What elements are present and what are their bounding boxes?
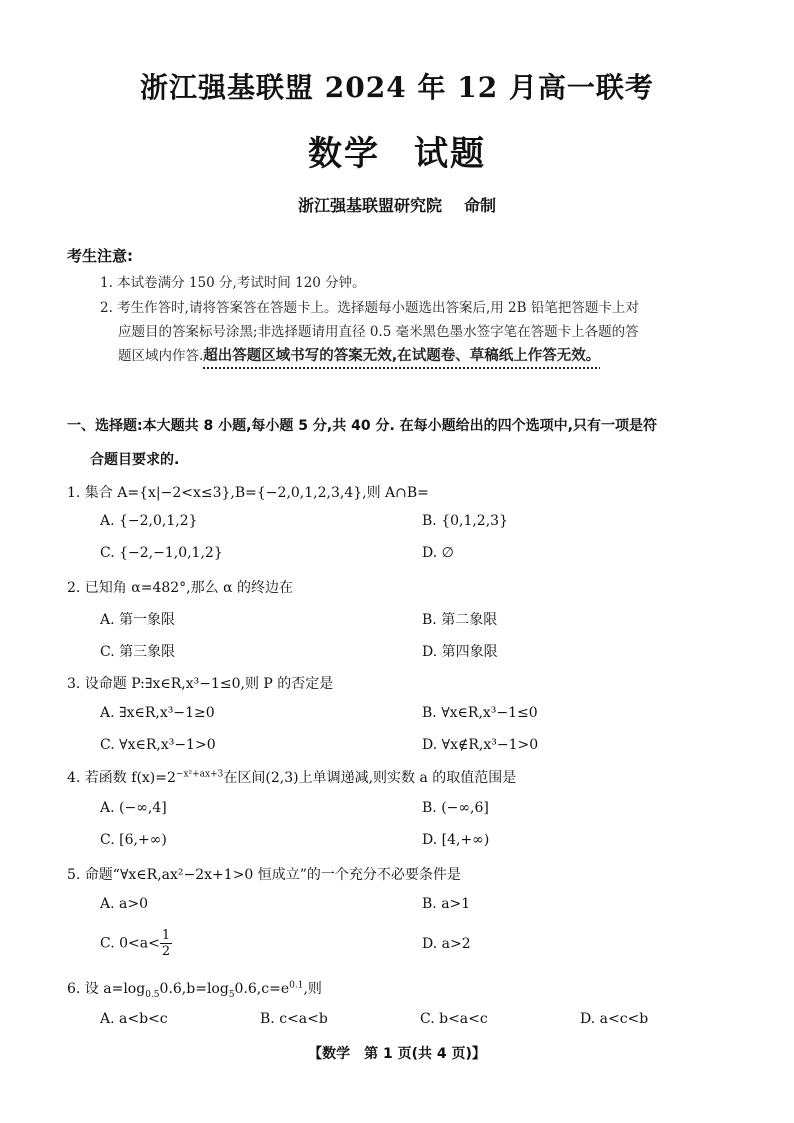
fraction-numerator: 1 — [161, 928, 171, 943]
notice-heading: 考生注意: — [67, 247, 133, 265]
question-1-option-d: D. ∅ — [422, 545, 454, 561]
fraction — [160, 928, 172, 959]
question-1-stem: 1. 集合 A={x|−2<x≤3},B={−2,0,1,2,3,4},则 A∩B= — [67, 485, 429, 501]
question-6-stem-part-1: 6. 设 a=log — [67, 981, 146, 997]
notice-item-1: 1. 本试卷满分 150 分,考试时间 120 分钟。 — [100, 275, 366, 291]
author-suffix: 命制 — [464, 196, 497, 215]
notice-item-2-prefix: 题区域内作答. — [118, 348, 204, 364]
question-6-stem-part-3: 0.6,c=e — [234, 981, 290, 997]
question-5-option-a: A. a>0 — [100, 896, 148, 912]
author-line — [0, 193, 794, 216]
question-4-option-d: D. [4,+∞) — [422, 832, 490, 848]
question-6-stem — [67, 978, 322, 1000]
log-base-2: 5 — [228, 989, 235, 1000]
question-5-option-c — [100, 928, 172, 959]
subject-suffix: 试题 — [414, 134, 486, 174]
question-4-exponent: −x²+ax+3 — [175, 769, 224, 780]
log-base-1: 0.5 — [145, 989, 160, 1000]
question-3-option-b: B. ∀x∈R,x³−1≤0 — [422, 705, 538, 721]
question-1-option-b: B. {0,1,2,3} — [422, 513, 508, 529]
subject-name: 数学 — [308, 134, 380, 174]
question-5-option-c-text: C. 0<a< — [100, 935, 160, 952]
question-6-stem-part-2: 0.6,b=log — [159, 981, 229, 997]
section-heading-line-2: 合题目要求的. — [90, 452, 180, 468]
exponent: 0.1 — [289, 980, 304, 991]
author-name: 浙江强基联盟研究院 — [297, 196, 442, 215]
question-6-option-c: C. b<a<c — [420, 1011, 488, 1027]
question-2-option-c: C. 第三象限 — [100, 644, 176, 660]
question-4-stem-post: 在区间(2,3)上单调递减,则实数 a 的取值范围是 — [223, 770, 517, 786]
question-6-option-a: A. a<b<c — [100, 1011, 168, 1027]
question-6-option-b: B. c<a<b — [260, 1011, 328, 1027]
notice-emphasis: 超出答题区域书写的答案无效,在试题卷、草稿纸上作答无效。 — [203, 348, 601, 364]
question-2-option-d: D. 第四象限 — [422, 644, 498, 660]
question-6-option-d: D. a<c<b — [580, 1011, 649, 1027]
question-5-stem: 5. 命题“∀x∈R,ax²−2x+1>0 恒成立”的一个充分不必要条件是 — [67, 867, 461, 883]
question-4-stem — [67, 767, 516, 787]
question-5-option-b: B. a>1 — [422, 896, 471, 912]
question-1-option-c: C. {−2,−1,0,1,2} — [100, 545, 223, 561]
question-4-stem-pre: 4. 若函数 f(x)=2 — [67, 770, 176, 786]
question-2-option-b: B. 第二象限 — [422, 612, 498, 628]
notice-item-2-line-1: 2. 考生作答时,请将答案答在答题卡上。选择题每小题选出答案后,用 2B 铅笔把答题卡上对 — [100, 300, 639, 316]
fraction-denominator: 2 — [161, 944, 171, 959]
question-3-stem: 3. 设命题 P:∃x∈R,x³−1≤0,则 P 的否定是 — [67, 676, 334, 692]
question-4-option-a: A. (−∞,4] — [100, 800, 167, 816]
question-3-option-d: D. ∀x∉R,x³−1>0 — [422, 737, 539, 753]
question-1-option-a: A. {−2,0,1,2} — [100, 513, 198, 529]
exam-title: 浙江强基联盟 2024 年 12 月高一联考 — [140, 71, 654, 104]
question-5-option-d: D. a>2 — [422, 936, 471, 952]
question-3-option-c: C. ∀x∈R,x³−1>0 — [100, 737, 216, 753]
question-6-stem-part-4: ,则 — [303, 981, 322, 997]
question-4-option-b: B. (−∞,6] — [422, 800, 489, 816]
page-footer: 【数学 第 1 页(共 4 页)】 — [308, 1046, 486, 1062]
question-2-option-a: A. 第一象限 — [100, 612, 176, 628]
question-4-option-c: C. [6,+∞) — [100, 832, 167, 848]
question-2-stem: 2. 已知角 α=482°,那么 α 的终边在 — [67, 580, 293, 596]
notice-item-2-line-3 — [118, 344, 600, 365]
section-heading-line-1: 一、选择题:本大题共 8 小题,每小题 5 分,共 40 分. 在每小题给出的四个选项中,只有一项是符 — [67, 418, 657, 434]
subject-title — [0, 126, 794, 175]
notice-item-2-line-2: 应题目的答案标号涂黑;非选择题请用直径 0.5 毫米黑色墨水签字笔在答题卡上各题的答 — [118, 324, 639, 340]
question-3-option-a: A. ∃x∈R,x³−1≥0 — [100, 705, 215, 721]
